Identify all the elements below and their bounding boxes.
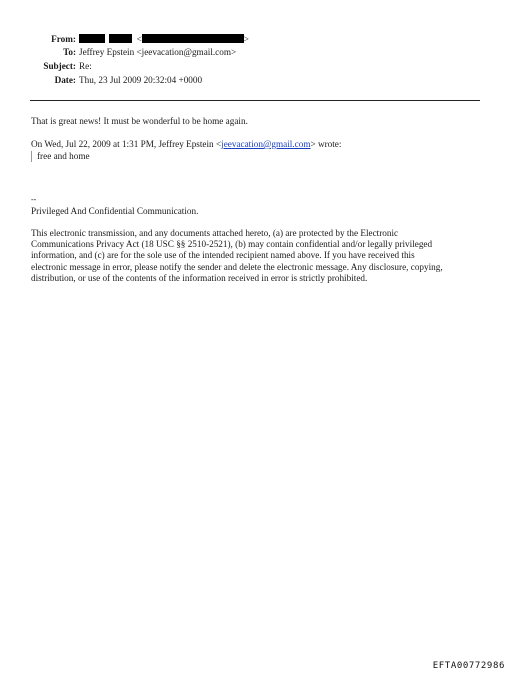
to-value: Jeffrey Epstein <jeevacation@gmail.com> (79, 47, 237, 57)
redaction-bar (142, 34, 244, 43)
disclaimer-line: Communications Privacy Act (18 USC §§ 2510-2521), (b) may contain confidential and/or legally privileged (31, 239, 433, 250)
signature-separator: -- (31, 195, 37, 204)
from-label: From: (51, 34, 76, 44)
reply-intro (31, 139, 481, 150)
disclaimer-line: information, and (c) are for the sole use of the intended recipient named above. If you have received this (31, 250, 415, 261)
header-divider (30, 100, 480, 101)
redaction-bar (109, 34, 132, 43)
date-value: Thu, 23 Jul 2009 20:32:04 +0000 (79, 75, 203, 85)
email-link[interactable]: jeevacation@gmail.com (221, 139, 311, 149)
quoted-text: free and home (31, 151, 90, 162)
subject-value: Re: (79, 61, 92, 71)
reply-intro-suffix: > wrote: (310, 139, 342, 149)
to-label: To: (63, 47, 76, 57)
disclaimer-line: distribution, or use of the contents of the information received in error is strictly prohibited. (31, 272, 368, 283)
message-text: That is great news! It must be wonderful to be home again. (31, 116, 248, 126)
disclaimer-line: This electronic transmission, and any documents attached hereto, (a) are protected by the Electronic (31, 228, 399, 238)
reply-intro-prefix: On Wed, Jul 22, 2009 at 1:31 PM, Jeffrey Epstein < (31, 139, 222, 149)
date-label: Date: (54, 75, 76, 85)
confidentiality-disclaimer (31, 228, 501, 284)
signature-title: Privileged And Confidential Communication. (31, 206, 199, 216)
from-value (79, 33, 249, 45)
from-lt: < (136, 34, 142, 44)
from-gt: > (243, 34, 249, 44)
document-id: EFTA00772986 (432, 661, 505, 671)
disclaimer-line: electronic message in error, please notify the sender and delete the electronic message. Any disclosure, copying, (31, 261, 443, 272)
redaction-bar (79, 34, 105, 43)
subject-label: Subject: (43, 61, 76, 71)
